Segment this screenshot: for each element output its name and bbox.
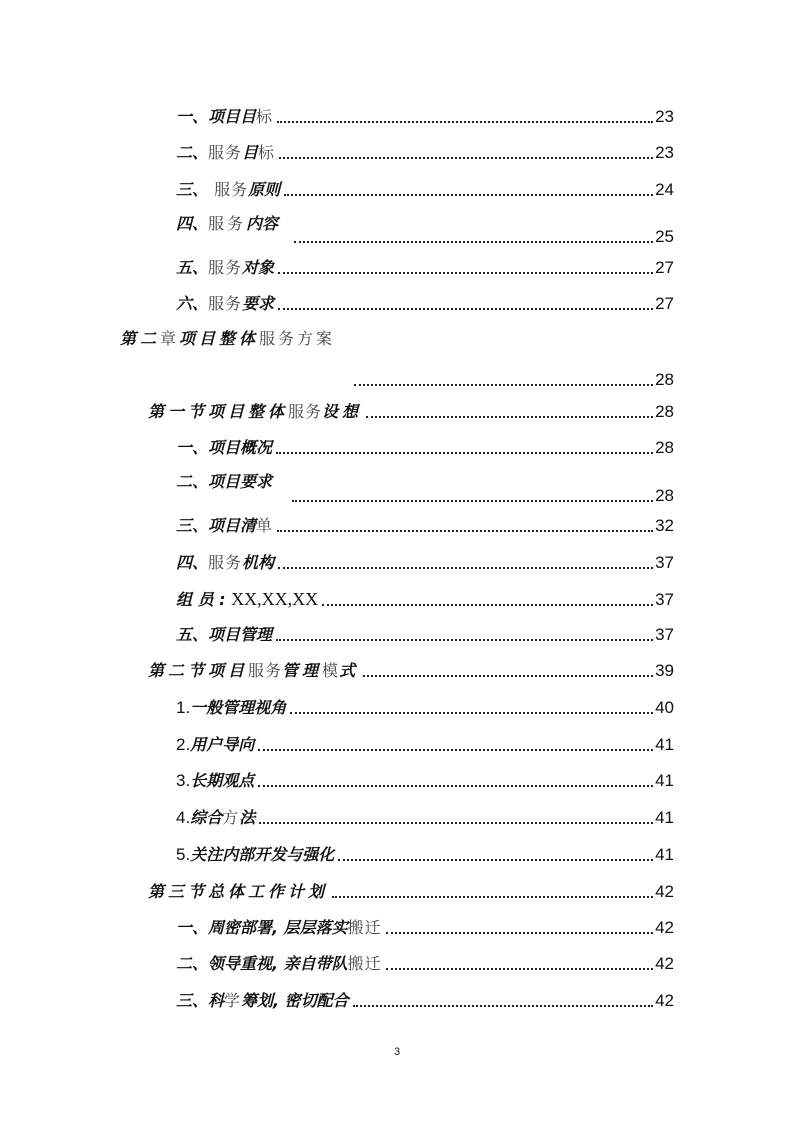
toc-chapter-2-title[interactable]: 第二章项目整体服务方案	[120, 329, 336, 348]
dot-leader	[363, 675, 653, 677]
toc-section-3[interactable]	[148, 879, 674, 903]
toc-entry-title: 五、服务对象	[176, 258, 275, 277]
toc-entry-title: 第二节项目服务管理模式	[148, 661, 360, 680]
toc-entry-general-management[interactable]	[176, 695, 674, 719]
dot-leader	[386, 932, 653, 934]
toc-page-number: 37	[655, 553, 674, 572]
toc-page-number: 41	[655, 845, 674, 864]
toc-entry-leadership-attention[interactable]	[176, 951, 674, 975]
toc-page-number: 23	[655, 107, 674, 126]
toc-entry-title: 五、项目管理	[176, 625, 273, 644]
toc-page-number: 28	[655, 438, 674, 457]
toc-page-number: 39	[655, 661, 674, 680]
dot-leader	[276, 639, 653, 641]
toc-page-number: 28	[655, 370, 674, 389]
dot-leader	[290, 712, 653, 714]
toc-entry-project-requirements[interactable]	[288, 483, 674, 507]
toc-entry-project-management[interactable]	[176, 622, 674, 646]
toc-entry-long-term-view[interactable]	[176, 768, 674, 792]
toc-page-number: 40	[655, 698, 674, 717]
toc-page-number: 32	[655, 516, 674, 535]
toc-page-number: 37	[655, 590, 674, 609]
toc-entry-title: 组 员 : XX,XX,XX	[176, 589, 319, 609]
toc-entry-scientific-planning[interactable]	[176, 988, 674, 1012]
dot-leader	[259, 822, 653, 824]
toc-entry-service-target[interactable]	[176, 255, 674, 279]
toc-page-number: 28	[655, 402, 674, 421]
dot-leader	[354, 384, 653, 386]
toc-entry-service-principles[interactable]	[176, 177, 674, 201]
toc-entry-title: 三、科学筹划, 密切配合	[176, 991, 349, 1010]
toc-page-number: 24	[655, 180, 674, 199]
toc-entry-title: 三、项目清单	[176, 516, 274, 535]
toc-entry-service-goal[interactable]	[176, 140, 674, 164]
toc-page-number: 42	[655, 882, 674, 901]
dot-leader	[277, 121, 653, 123]
dot-leader	[366, 416, 653, 418]
toc-page-number: 27	[655, 294, 674, 313]
dot-leader	[338, 859, 653, 861]
toc-page-number: 41	[655, 771, 674, 790]
dot-leader	[353, 1005, 653, 1007]
dot-leader	[386, 968, 653, 970]
toc-entry-title: 4.综合方法	[176, 808, 256, 827]
dot-leader	[258, 785, 653, 787]
toc-chapter-2[interactable]	[350, 367, 674, 391]
toc-entry-project-list[interactable]	[176, 513, 674, 537]
toc-page-number: 27	[655, 258, 674, 277]
toc-entry-careful-deployment[interactable]	[176, 915, 674, 939]
toc-entry-service-organization[interactable]	[176, 550, 674, 574]
dot-leader	[332, 896, 653, 898]
toc-entry-title: 第三节总体工作计划	[148, 882, 329, 901]
toc-entry-title: 1.一般管理视角	[176, 698, 287, 717]
toc-entry-service-content-title[interactable]: 四、服务内容	[176, 214, 279, 233]
dot-leader	[258, 749, 653, 751]
toc-entry-title: 六、服务要求	[176, 294, 275, 313]
toc-page-number: 37	[655, 625, 674, 644]
toc-entry-project-requirements-title[interactable]: 二、项目要求	[176, 472, 273, 491]
toc-page-number: 23	[655, 143, 674, 162]
toc-entry-members[interactable]	[176, 587, 674, 611]
dot-leader	[292, 500, 653, 502]
toc-page-number: 41	[655, 808, 674, 827]
toc-entry-title: 三、 服务原则	[176, 180, 281, 199]
toc-entry-service-content[interactable]	[290, 224, 674, 248]
dot-leader	[279, 157, 653, 159]
toc-entry-internal-development[interactable]	[176, 842, 674, 866]
footer-page-number: 3	[393, 1046, 401, 1058]
toc-entry-service-requirements[interactable]	[176, 291, 674, 315]
toc-page-number: 25	[655, 227, 674, 246]
toc-page-number: 42	[655, 954, 674, 973]
toc-entry-title: 四、服务机构	[176, 553, 275, 572]
dot-leader	[284, 194, 653, 196]
toc-page-number: 42	[655, 918, 674, 937]
dot-leader	[322, 604, 653, 606]
toc-entry-user-oriented[interactable]	[176, 732, 674, 756]
toc-entry-title: 2.用户导向	[176, 735, 255, 754]
toc-entry-title: 一、周密部署, 层层落实搬迁	[176, 918, 382, 937]
toc-entry-title: 5.关注内部开发与强化	[176, 845, 335, 864]
toc-entry-integrated-method[interactable]	[176, 805, 674, 829]
toc-page-number: 28	[655, 486, 674, 505]
dot-leader	[276, 452, 653, 454]
toc-entry-title: 二、服务目标	[176, 143, 276, 162]
toc-page-number: 41	[655, 735, 674, 754]
toc-section-1[interactable]	[148, 399, 674, 423]
dot-leader	[294, 241, 653, 243]
toc-entry-title: 第一节项目整体服务设想	[148, 402, 363, 421]
toc-entry-title: 二、领导重视, 亲自带队搬迁	[176, 954, 382, 973]
toc-section-2[interactable]	[148, 658, 674, 682]
toc-entry-project-overview[interactable]	[176, 435, 674, 459]
dot-leader	[278, 308, 653, 310]
toc-entry-title: 3.长期观点	[176, 771, 255, 790]
toc-page-number: 42	[655, 991, 674, 1010]
dot-leader	[278, 567, 653, 569]
dot-leader	[278, 272, 653, 274]
dot-leader	[277, 530, 653, 532]
toc-entry-project-goal[interactable]	[176, 104, 674, 128]
toc-entry-title: 一、项目目标	[176, 107, 274, 126]
toc-entry-title: 一、项目概况	[176, 438, 273, 457]
